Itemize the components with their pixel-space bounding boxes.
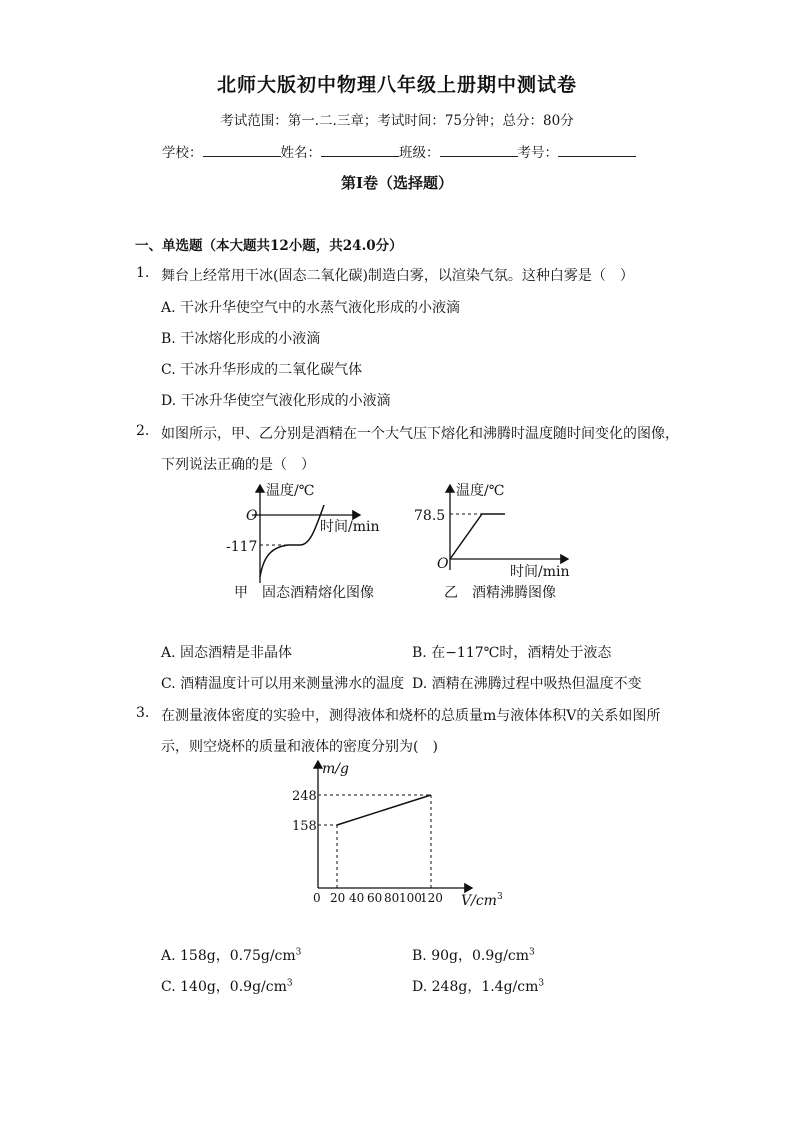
option-letter: C. (161, 979, 176, 995)
q1-option-a[interactable] (161, 297, 460, 317)
question-2-number: 2. (136, 423, 150, 439)
exam-number-label: 考号： (517, 145, 558, 161)
q3-figure (280, 755, 510, 910)
melting-origin: O (246, 508, 258, 524)
q2-option-c[interactable] (161, 673, 404, 693)
option-letter: A. (161, 300, 176, 316)
q3-option-c[interactable] (161, 976, 293, 996)
q3-xtick-0: 0 (313, 891, 321, 905)
melting-tick: -117 (226, 539, 258, 555)
option-text: 干冰升华形成的二氧化碳气体 (180, 362, 363, 378)
q3-xtick-20: 20 (330, 891, 346, 905)
boiling-x-label: 时间/min (510, 564, 570, 580)
q3-option-b[interactable] (412, 945, 535, 965)
question-3-number: 3. (136, 705, 150, 721)
class-input[interactable] (440, 144, 518, 157)
option-sup: 3 (295, 947, 302, 958)
q3-xtick-60: 60 (367, 891, 383, 905)
boiling-caption: 乙 酒精沸腾图像 (444, 585, 556, 601)
q3-option-d[interactable] (412, 976, 544, 996)
mass-volume-line (337, 795, 431, 825)
exam-info: 考试范围：第一.二.三章；考试时间：75分钟；总分：80分 (220, 113, 574, 129)
q1-option-b[interactable] (161, 328, 320, 348)
option-text: 248g，1.4g/cm (431, 979, 539, 995)
option-text: 干冰升华使空气液化形成的小液滴 (180, 393, 391, 409)
boiling-tick: 78.5 (414, 508, 446, 524)
option-text: 158g，0.75g/cm (180, 948, 296, 964)
option-letter: A. (161, 948, 176, 964)
option-text: 干冰升华使空气中的水蒸气液化形成的小液滴 (180, 300, 461, 316)
option-letter: B. (412, 948, 427, 964)
question-3-stem-line1: 在测量液体密度的实验中，测得液体和烧杯的总质量m与液体体积V的关系如图所 (161, 708, 661, 724)
option-text: 固态酒精是非晶体 (180, 645, 293, 661)
q2-option-a[interactable] (161, 642, 292, 662)
q3-option-a[interactable] (161, 945, 301, 965)
school-label: 学校： (162, 145, 203, 161)
option-letter: B. (161, 331, 176, 347)
option-letter: A. (161, 645, 176, 661)
q3-y-label: m/g (322, 761, 349, 777)
q3-ytick-248: 248 (292, 789, 317, 804)
section-heading: 一、单选题（本大题共12小题，共24.0分） (135, 238, 403, 254)
option-letter: B. (412, 645, 427, 661)
melting-graph (226, 482, 380, 601)
school-input[interactable] (203, 144, 281, 157)
question-3-stem-line2: 示，则空烧杯的质量和液体的密度分别为( ) (161, 739, 438, 755)
option-letter: C. (161, 362, 176, 378)
option-text: 酒精在沸腾过程中吸热但温度不变 (431, 676, 642, 692)
melting-caption: 甲 固态酒精熔化图像 (234, 585, 374, 601)
boiling-origin: O (437, 556, 449, 572)
exam-number-input[interactable] (558, 144, 636, 157)
option-letter: C. (161, 676, 176, 692)
question-2-stem-line2: 下列说法正确的是（ ） (161, 457, 315, 473)
name-input[interactable] (321, 144, 399, 157)
option-letter: D. (161, 393, 177, 409)
melting-x-label: 时间/min (320, 519, 380, 535)
option-sup: 3 (286, 978, 293, 989)
volume-heading: 第I卷（选择题） (340, 174, 454, 192)
page-title: 北师大版初中物理八年级上册期中测试卷 (216, 74, 577, 96)
name-label: 姓名： (280, 145, 321, 161)
q3-x-label: $V/cm^3$ (461, 892, 503, 909)
q1-option-d[interactable] (161, 390, 391, 410)
student-info-row (162, 141, 636, 161)
option-sup: 3 (529, 947, 535, 958)
q3-xtick-100: 100 (399, 891, 422, 905)
q3-xtick-80: 80 (384, 891, 400, 905)
option-text: 140g，0.9g/cm (180, 979, 287, 995)
question-2-stem-line1: 如图所示，甲、乙分别是酒精在一个大气压下熔化和沸腾时温度随时间变化的图像， (161, 426, 679, 442)
q2-option-b[interactable] (412, 642, 611, 662)
q1-option-c[interactable] (161, 359, 362, 379)
option-text: 酒精温度计可以用来测量沸水的温度 (180, 676, 405, 692)
option-sup: 3 (538, 978, 545, 989)
option-letter: D. (412, 676, 428, 692)
option-text: 在−117℃时，酒精处于液态 (431, 645, 612, 661)
boiling-graph (414, 482, 570, 601)
option-text: 90g，0.9g/cm (431, 948, 530, 964)
option-letter: D. (412, 979, 428, 995)
boiling-y-label: 温度/℃ (456, 483, 505, 499)
question-1-stem: 舞台上经常用干冰(固态二氧化碳)制造白雾，以渲染气氛。这种白雾是（ ） (161, 268, 634, 284)
q3-xtick-120: 120 (420, 891, 443, 905)
q3-xtick-40: 40 (349, 891, 365, 905)
class-label: 班级： (399, 145, 440, 161)
melting-y-label: 温度/℃ (266, 483, 315, 499)
question-1-number: 1. (136, 265, 150, 281)
q2-figure (220, 475, 590, 610)
q2-option-d[interactable] (412, 673, 642, 693)
q3-ytick-158: 158 (292, 819, 317, 834)
option-text: 干冰熔化形成的小液滴 (180, 331, 321, 347)
